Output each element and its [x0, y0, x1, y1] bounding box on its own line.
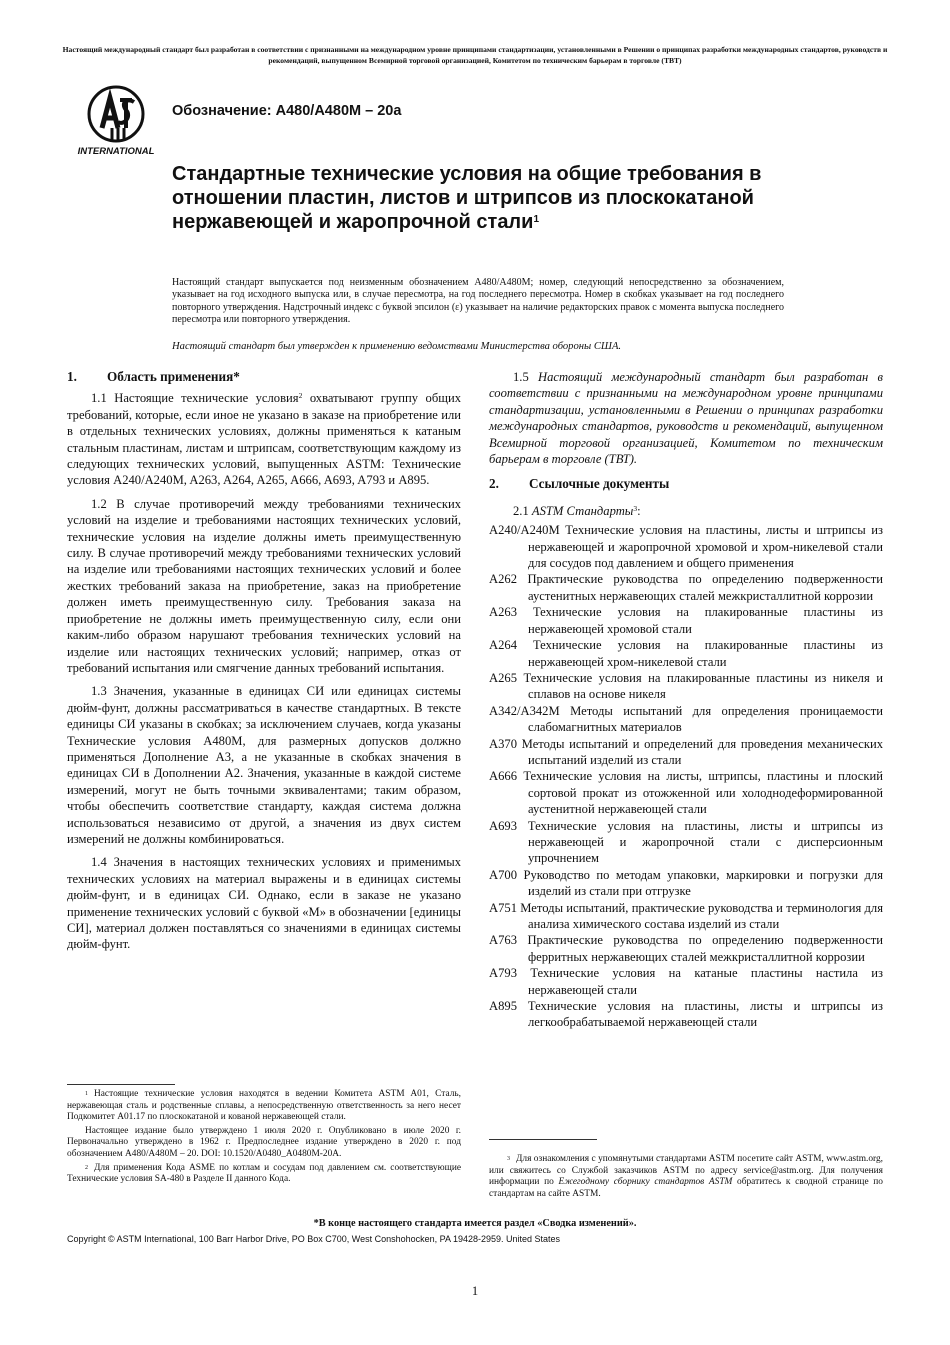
reference-item [489, 522, 883, 571]
reference-item [489, 571, 883, 604]
footnote-rule-left [67, 1084, 175, 1085]
reference-text: Руководство по методам упаковки, маркировки и погрузки для изделий из стали при отгрузке [523, 867, 883, 899]
footnote-3-text-b: обратитесь к сводной странице по стандартам на сайте ASTM. [489, 1177, 883, 1199]
reference-code: A751 [489, 900, 517, 915]
reference-code: A240/A240M [489, 523, 560, 538]
reference-code: A895 [489, 999, 517, 1014]
reference-text: Технические условия на листы, штрипсы, пластины и плоский сортовой прокат из отожженной или холоднодеформированной аустенитной нержавеющей стали [523, 769, 883, 817]
reference-text: Методы испытаний, практические руководства и терминология для анализа химического состава изделий из стали [520, 900, 883, 931]
p1-text-a: 1.1 Настоящие технические условия [91, 391, 299, 406]
reference-code: A693 [489, 818, 517, 833]
reference-text: Технические условия на пластины, листы и штрипсы из нержавеющей и жаропрочной хромовой и хром-никелевой стали для сосудов под давлением и общего применения [528, 523, 883, 571]
subheading-footnote-ref: 3 [633, 503, 638, 513]
reference-text: Технические условия на пластины, листы и штрипсы из легкообрабатываемой нержавеющей стали [527, 999, 884, 1030]
reference-text: Технические условия на плакированные пластины из никеля и сплавов на основе никеля [523, 670, 883, 702]
paragraph-1-4: 1.4 Значения в настоящих технических условиях и применимых технических условиях на материал выражены и в единицах системы дюйм-фунт, и в единицах СИ. Однако, если в заказе не указано применение технических условий с буквой «M» в обозначении [единицы СИ], материал должен поставляться со значениями в единицах системы дюйм-фунт. [67, 855, 461, 952]
reference-text: Практические руководства по определению подверженности аустенитных нержавеющих сталей межкристаллитной коррозии [527, 572, 883, 603]
footnote-2 [67, 1163, 461, 1186]
footnote-1-number: 1 [85, 1091, 88, 1097]
reference-text: Технические условия на пластины, листы и штрипсы из нержавеющей и жаропрочной стали с дисперсионным упрочнением [527, 818, 884, 866]
footnote-3 [489, 1154, 883, 1200]
reference-item [489, 670, 883, 703]
footnote-1-edition: Настоящее издание было утверждено 1 июля 2020 г. Опубликовано в июле 2020 г. Первоначально утверждено в 1962 г. Предпоследнее издание утверждено в 2020 г. под обозначением A480/A480M – 20. DOI: 10.1520/A0480_A0480M-20A. [67, 1125, 461, 1159]
title-text: Стандартные технические условия на общие требования в отношении пластин, листов и штрипсов из плоскокатаной нержавеющей и жаропрочной стали [172, 163, 762, 233]
footnote-1-text: Настоящие технические условия находятся в ведении Комитета ASTM A01, Сталь, нержавеющая сталь и родственные сплавы, а непосредственную ответственность за него несет Подкомитет A01.17 по плоскокатаной и кованой нержавеющей стали. [67, 1089, 461, 1123]
reference-item [489, 637, 883, 670]
designation: Обозначение: A480/A480M – 20a [172, 103, 402, 119]
p1-footnote-ref: 2 [298, 391, 303, 401]
reference-text: Технические условия на плакированные пластины из нержавеющей хромовой стали [528, 605, 883, 636]
dod-note: Настоящий стандарт был утвержден к применению ведомствами Министерства обороны США. [172, 341, 622, 352]
reference-text: Технические условия на плакированные пластины из нержавеющей хром-никелевой стали [528, 638, 883, 669]
section2-heading [489, 476, 883, 492]
reference-item [489, 932, 883, 965]
page-number: 1 [471, 1284, 479, 1298]
title-footnote-ref: 1 [533, 214, 539, 225]
reference-code: A793 [489, 966, 517, 981]
section2-number: 2. [489, 476, 499, 492]
page-title [172, 162, 792, 234]
summary-of-changes-note: *В конце настоящего стандарта имеется раздел «Сводка изменений». [313, 1218, 637, 1229]
logo-text: INTERNATIONAL [77, 146, 155, 157]
section1-number: 1. [67, 369, 77, 384]
footnote-1 [67, 1089, 461, 1124]
left-column [67, 369, 461, 960]
reference-item [489, 768, 883, 817]
right-column [489, 369, 883, 1031]
subheading-title: ASTM Стандарты [531, 503, 634, 518]
section2-title: Ссылочные документы [529, 476, 670, 492]
intro-paragraph: Настоящий стандарт выпускается под неизменным обозначением A480/A480M; номер, следующий непосредственно за обозначением, указывает на год исходного выпуска или, в случае пересмотра, на год последнего пересмотра. Номер в скобках указывает на год последнего повторного утверждения. Надстрочный индекс с буквой эпсилон (ε) указывает на наличие редакторских правок с момента выпуска последнего пересмотра или повторного утверждения. [172, 277, 784, 325]
reference-item [489, 965, 883, 998]
footnote-2-text: Для применения Кода ASME по котлам и сосудам под давлением см. соответствующие Технические условия SA-480 в Разделе II данного Кода. [67, 1162, 461, 1185]
reference-item [489, 736, 883, 769]
subheading-colon: : [637, 503, 641, 518]
footnote-rule-right [489, 1139, 597, 1140]
copyright-line: Copyright © ASTM International, 100 Barr Harbor Drive, PO Box C700, West Conshohocken, PA 19428-2959. United States [67, 1234, 561, 1244]
footnote-right [489, 1154, 883, 1202]
reference-text: Методы испытаний для определения проницаемости слабомагнитных материалов [528, 703, 883, 735]
astm-logo-icon [74, 84, 158, 158]
footnote-3-text-a: Для ознакомления с упомянутыми стандартами ASTM посетите сайт ASTM, www.astm.org, или свяжитесь со Службой заказчиков ASTM по адресу service@astm.org. Для получения информации по [489, 1154, 883, 1188]
reference-code: A264 [489, 638, 517, 653]
reference-text: Технические условия на катаные пластины настила из нержавеющей стали [528, 966, 883, 997]
standards-notice: Настоящий международный стандарт был разработан в соответствии с признанными на международном уровне принципами стандартизации, установленными в Решении о принципах разработки международных стандартов, руководств и рекомендаций, выпущенном Всемирной торговой организацией, Комитетом по техническим барьерам в торговле (ТВТ) [62, 45, 888, 65]
footnote-2-number: 2 [85, 1164, 88, 1171]
p5-text: Настоящий международный стандарт был разработан в соответствии с признанными на международном уровне принципами стандартизации, установленными в Решении о принципах разработки международных стандартов, руководств и рекомендаций, выпущенном Всемирной торговой организацией, Комитетом по техническим барьерам в торговле (ТВТ). [489, 370, 883, 467]
section1-heading [67, 369, 461, 385]
reference-code: A700 [489, 867, 517, 882]
reference-code: A370 [489, 736, 517, 751]
p1-text-b: охватывают группу общих требований, которые, если иное не указано в заказе на приобретение или в отдельных технических условиях, должны применяться к катаным стальным пластинам, листам и штрипсам, соответствующим каждому из следующих технических условий, выпущенных ASTM: Технические условия A240/A240M, A263, A264, A265, A666, A693, A793 и A895. [67, 391, 461, 488]
reference-code: A262 [489, 572, 517, 587]
paragraph-1-1 [67, 390, 461, 488]
section1-title: Область применения* [107, 369, 240, 384]
reference-list [489, 522, 883, 1031]
p5-number: 1.5 [513, 370, 538, 384]
footnote-3-number: 3 [507, 1156, 510, 1162]
reference-item [489, 867, 883, 900]
paragraph-1-2: 1.2 В случае противоречий между требованиями технических условий на изделие и требованиями настоящих технических условий, технические условия на изделие должны иметь преимущественную силу. В случае противоречий между требованиями технических условий на изделие или требованиями настоящих технических условий и более жестких требований заказа на приобретение, заказ на приобретение должен иметь преимущественную силу. Требования заказа на приобретение не должны иметь преимущественную силу, если они каким-либо образом нарушают требования технических условий на изделие или настоящих технических условий; например, отказ от требований испытания или смягчение данных требований испытания. [67, 496, 461, 675]
reference-item [489, 818, 883, 867]
reference-item [489, 998, 883, 1031]
reference-code: A666 [489, 769, 517, 784]
reference-text: Практические руководства по определению подверженности ферритных нержавеющих сталей межкристаллитной коррозии [527, 933, 883, 964]
footnote-3-italic: Ежегодному сборнику стандартов ASTM [558, 1177, 733, 1188]
reference-item [489, 900, 883, 933]
astm-standards-subheading [513, 503, 883, 519]
reference-item [489, 703, 883, 736]
reference-code: A342/A342M [489, 703, 560, 718]
subheading-number: 2.1 [513, 503, 532, 518]
reference-code: A763 [489, 933, 517, 948]
astm-logo [74, 84, 158, 158]
paragraph-1-3: 1.3 Значения, указанные в единицах СИ или единицах системы дюйм-фунт, должны рассматриваться в качестве стандартных. В тексте единицы СИ указаны в скобках; за исключением случаев, когда указаны Технические условия A480M, для размерных допусков должно применяться Дополнение A3, а не указанные в скобках значения в единицах СИ в Дополнении A2. Значения, указанные в каждой системе измерений, могут не быть точными эквивалентами; таким образом, чтобы обеспечить соответствие стандарту, каждая система должна использоваться независимо от другой, а значения из двух систем измерений не должны комбинироваться. [67, 684, 461, 846]
reference-code: A263 [489, 605, 517, 620]
reference-text: Методы испытаний и определений для проведения механических испытаний изделий из стали [521, 736, 883, 767]
reference-item [489, 604, 883, 637]
reference-code: A265 [489, 670, 517, 685]
paragraph-1-5 [489, 369, 883, 467]
footnotes-left [67, 1089, 461, 1188]
